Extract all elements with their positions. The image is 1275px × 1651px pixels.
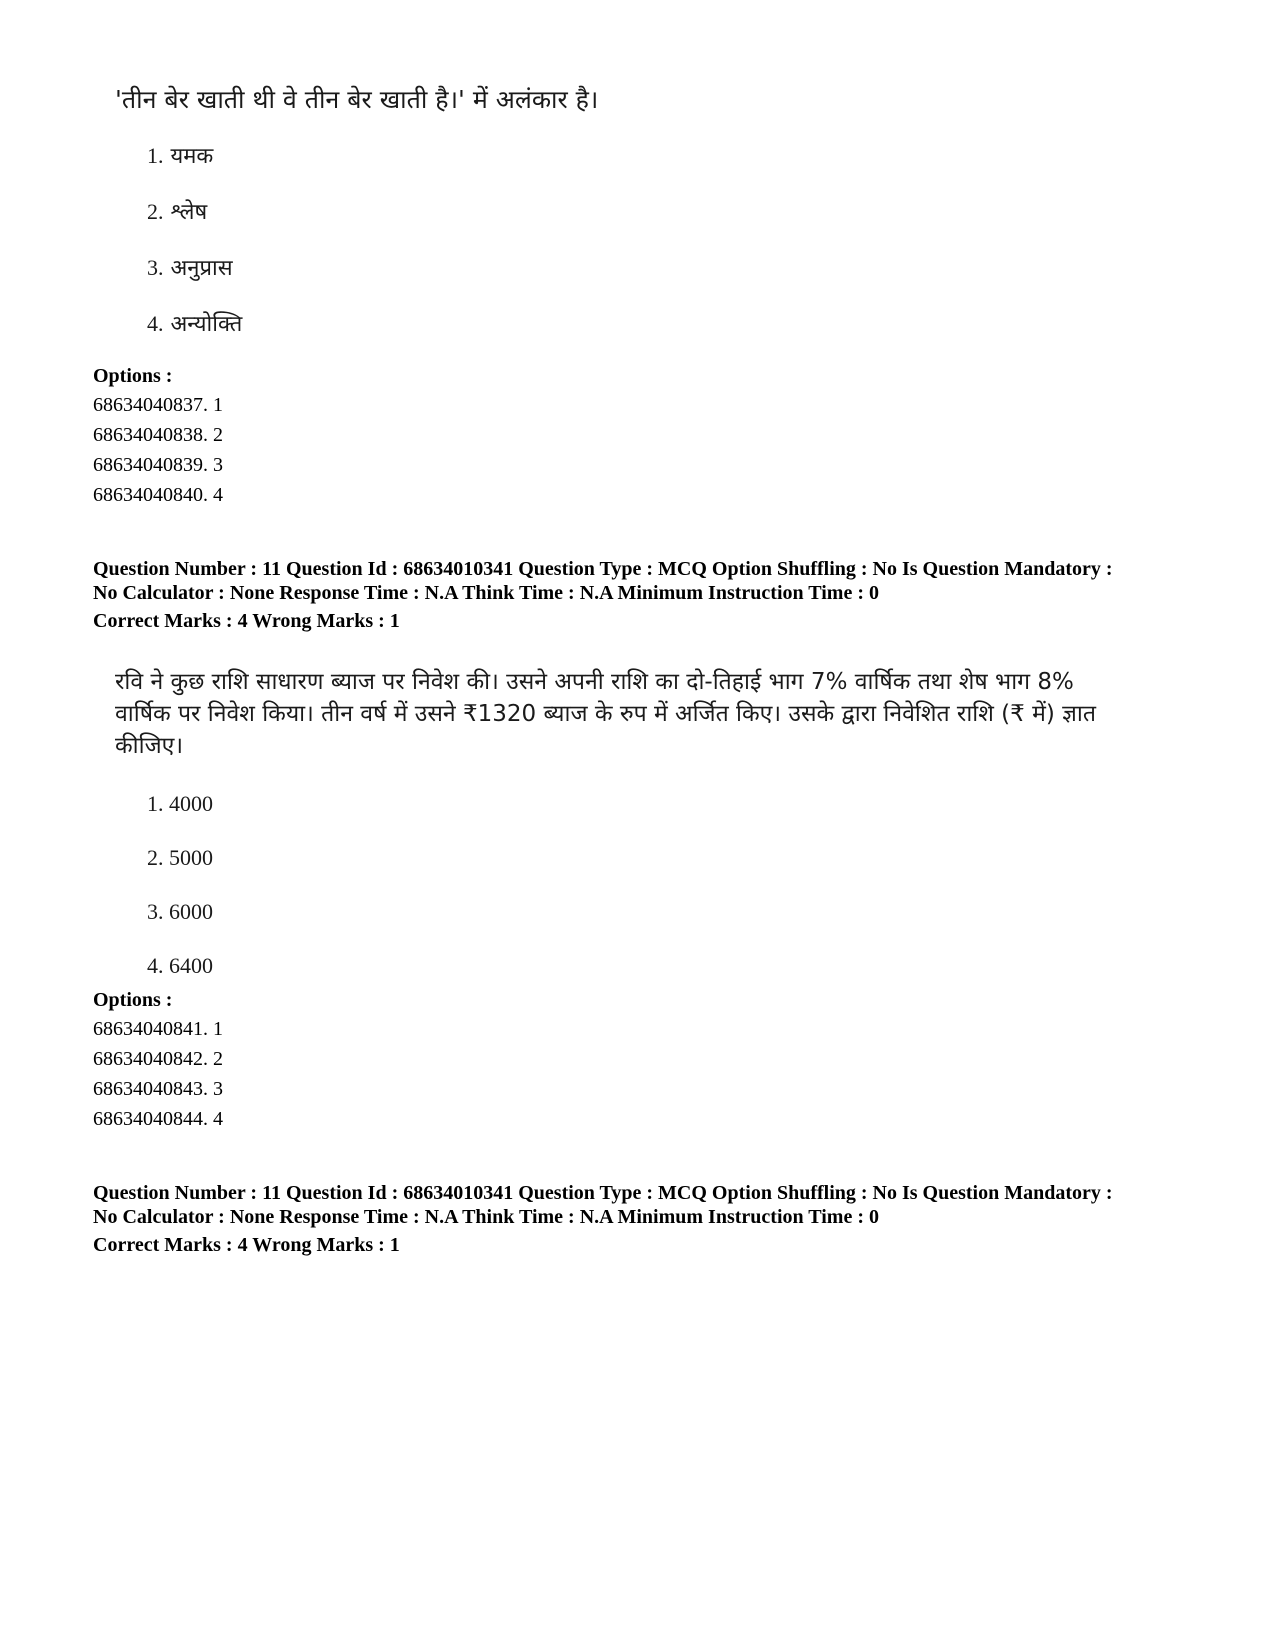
options-label: Options : <box>93 365 173 387</box>
question-10-choice-2 <box>147 198 207 227</box>
choice-label: श्लेष <box>170 200 208 225</box>
choice-number: 3. <box>147 255 164 280</box>
choice-label: 6400 <box>169 953 213 978</box>
question-10-options <box>93 362 223 510</box>
question-11-header <box>93 557 1203 633</box>
question-11-choice-4 <box>147 952 213 980</box>
question-header-line-1: Question Number : 11 Question Id : 68634010341 Question Type : MCQ Option Shuffling : No Is Question Mandatory : <box>93 558 1113 580</box>
choice-number: 4. <box>147 311 164 336</box>
option-line: 68634040837. 1 <box>93 394 223 416</box>
choice-label: 6000 <box>169 899 213 924</box>
choice-number: 3. <box>147 899 164 924</box>
option-line: 68634040844. 4 <box>93 1108 223 1130</box>
question-11-choice-3 <box>147 898 213 926</box>
option-line: 68634040839. 3 <box>93 454 223 476</box>
question-11-text-line-1: रवि ने कुछ राशि साधारण ब्याज पर निवेश की। उसने अपनी राशि का दो-तिहाई भाग 7% वार्षिक तथा शेष भाग 8% <box>115 669 1074 695</box>
choice-number: 1. <box>147 791 164 816</box>
choice-label: 5000 <box>169 845 213 870</box>
choice-label: अन्योक्ति <box>170 312 243 337</box>
question-header-line-2: No Calculator : None Response Time : N.A Think Time : N.A Minimum Instruction Time : 0 <box>93 1206 879 1228</box>
choice-number: 4. <box>147 953 164 978</box>
choice-label: 4000 <box>169 791 213 816</box>
question-11-choice-1 <box>147 790 213 818</box>
question-11-choice-2 <box>147 844 213 872</box>
option-line: 68634040840. 4 <box>93 484 223 506</box>
question-11-options <box>93 986 223 1134</box>
question-header-line-2: No Calculator : None Response Time : N.A Think Time : N.A Minimum Instruction Time : 0 <box>93 582 879 604</box>
option-line: 68634040841. 1 <box>93 1018 223 1040</box>
options-label: Options : <box>93 989 173 1011</box>
option-line: 68634040838. 2 <box>93 424 223 446</box>
choice-number: 2. <box>147 199 164 224</box>
choice-number: 1. <box>147 143 164 168</box>
question-11-image <box>115 666 1165 978</box>
question-11-text-line-3: कीजिए। <box>115 733 184 759</box>
choice-label: यमक <box>170 144 214 169</box>
question-10-choice-1 <box>147 142 213 171</box>
choice-label: अनुप्रास <box>170 256 233 281</box>
question-header-line-1: Question Number : 11 Question Id : 68634010341 Question Type : MCQ Option Shuffling : No Is Question Mandatory : <box>93 1182 1113 1204</box>
question-10-choice-4 <box>147 310 242 339</box>
question-10-text: 'तीन बेर खाती थी वे तीन बेर खाती है।' में अलंकार है। <box>115 85 599 114</box>
question-10-choice-3 <box>147 254 233 283</box>
question-marks: Correct Marks : 4 Wrong Marks : 1 <box>93 1234 400 1256</box>
question-10-image <box>115 84 1165 344</box>
option-line: 68634040843. 3 <box>93 1078 223 1100</box>
option-line: 68634040842. 2 <box>93 1048 223 1070</box>
question-marks: Correct Marks : 4 Wrong Marks : 1 <box>93 610 400 632</box>
question-11-text-line-2: वार्षिक पर निवेश किया। तीन वर्ष में उसने ₹1320 ब्याज के रुप में अर्जित किए। उसके द्वारा निवेशित राशि (₹ में) ज्ञात <box>115 701 1096 727</box>
choice-number: 2. <box>147 845 164 870</box>
question-next-header <box>93 1181 1203 1257</box>
